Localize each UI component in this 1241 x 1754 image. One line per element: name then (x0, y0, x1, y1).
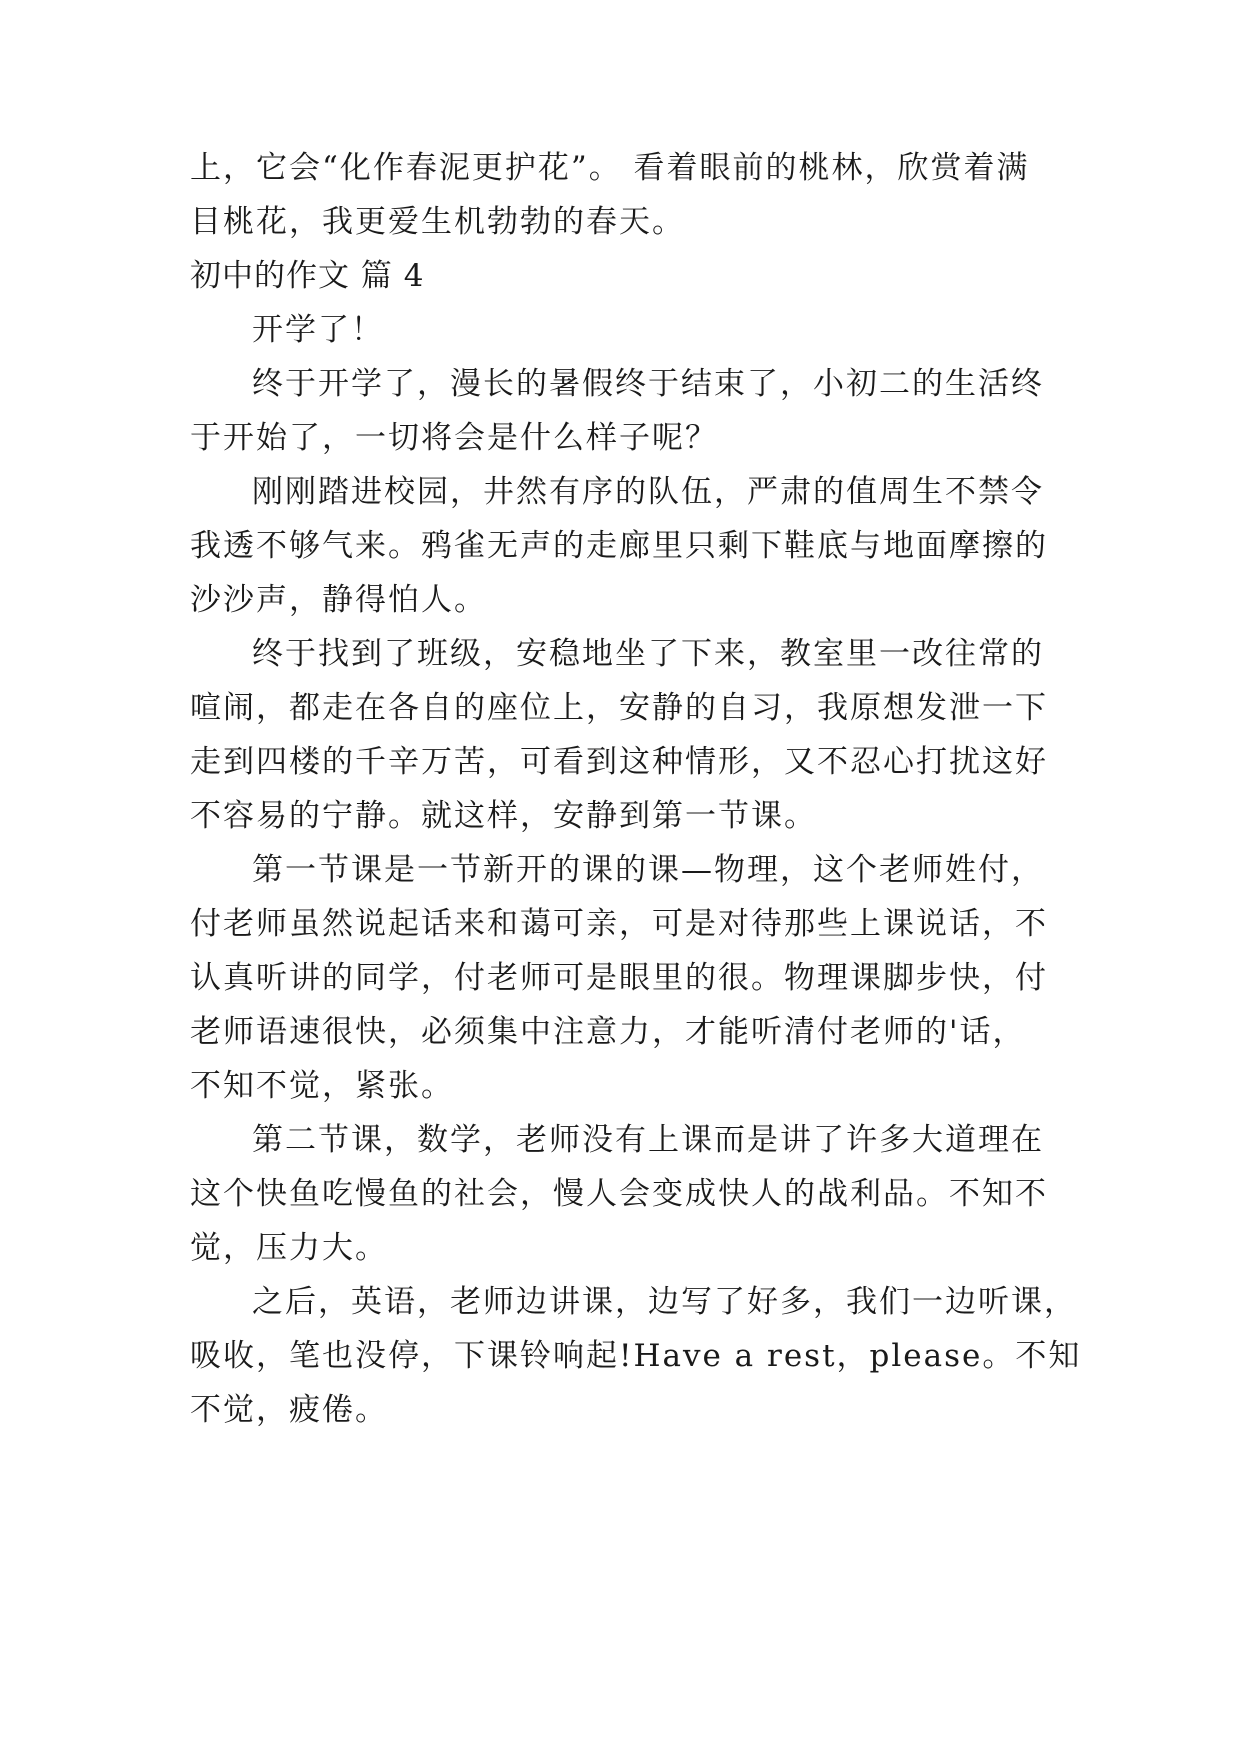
text-line: 认真听讲的同学，付老师可是眼里的很。物理课脚步快，付 (190, 960, 1048, 996)
text-line: 觉，压力大。 (190, 1230, 388, 1266)
text-line: 吸收，笔也没停，下课铃响起!Have a rest，please。不知 (190, 1338, 1082, 1374)
text-line: 目桃花，我更爱生机勃勃的春天。 (190, 204, 685, 240)
text-line: 不觉，疲倦。 (190, 1392, 388, 1428)
text-line: 第一节课是一节新开的课的课—物理，这个老师姓付， (252, 852, 1044, 888)
text-line: 第二节课，数学，老师没有上课而是讲了许多大道理在 (252, 1122, 1044, 1158)
text-line: 沙沙声，静得怕人。 (190, 582, 487, 618)
text-line: 于开始了，一切将会是什么样子呢？ (190, 420, 718, 456)
text-line: 上，它会“化作春泥更护花”。 看着眼前的桃林，欣赏着满 (190, 150, 1030, 186)
text-line: 这个快鱼吃慢鱼的社会，慢人会变成快人的战利品。不知不 (190, 1176, 1048, 1212)
text-line: 终于找到了班级，安稳地坐了下来，教室里一改往常的 (252, 636, 1044, 672)
text-line: 走到四楼的千辛万苦，可看到这种情形，又不忍心打扰这好 (190, 744, 1048, 780)
section-heading: 初中的作文 篇 4 (190, 258, 425, 294)
text-line: 老师语速很快，必须集中注意力，才能听清付老师的'话， (190, 1014, 1026, 1050)
paragraph-title: 开学了！ (252, 312, 384, 348)
text-line: 刚刚踏进校园，井然有序的队伍，严肃的值周生不禁令 (252, 474, 1044, 510)
text-line: 不容易的宁静。就这样，安静到第一节课。 (190, 798, 817, 834)
document-page (190, 0, 1082, 1754)
text-line: 之后，英语，老师边讲课，边写了好多，我们一边听课， (252, 1284, 1077, 1320)
text-line: 终于开学了，漫长的暑假终于结束了，小初二的生活终 (252, 366, 1044, 402)
text-line: 付老师虽然说起话来和蔼可亲，可是对待那些上课说话，不 (190, 906, 1048, 942)
text-line: 喧闹，都走在各自的座位上，安静的自习，我原想发泄一下 (190, 690, 1048, 726)
text-line: 我透不够气来。鸦雀无声的走廊里只剩下鞋底与地面摩擦的 (190, 528, 1048, 564)
text-line: 不知不觉，紧张。 (190, 1068, 454, 1104)
